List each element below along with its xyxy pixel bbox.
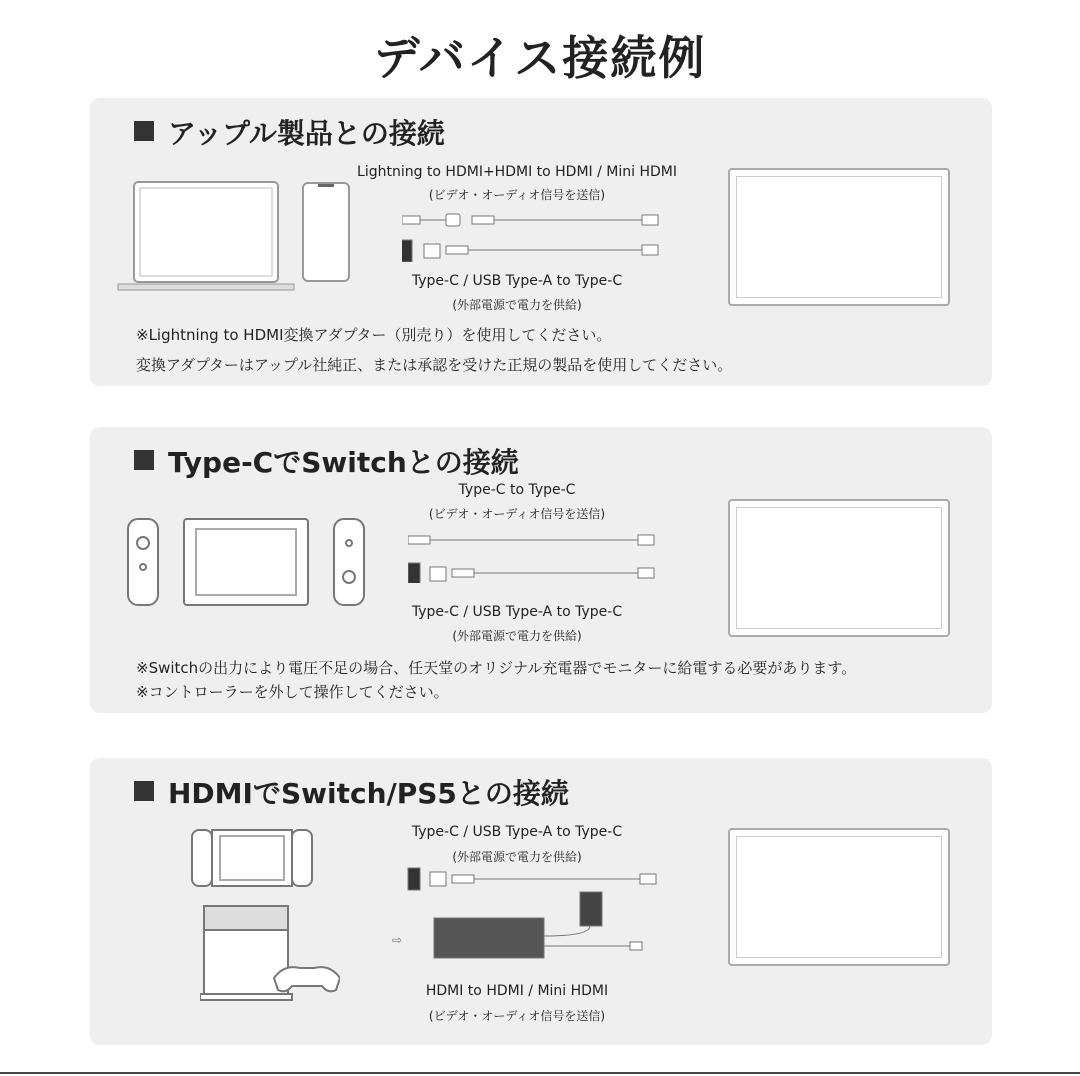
svg-text:⇨: ⇨: [392, 933, 403, 947]
cable1-label: Type-C / USB Type-A to Type-C: [411, 824, 623, 840]
cable1-sub: (ビデオ・オーディオ信号を送信): [428, 507, 606, 521]
section-heading: [134, 112, 445, 152]
hdmi-adapter-cable-icon: [390, 866, 670, 966]
divider: [0, 1072, 1080, 1074]
cable1-label: Type-C to Type-C: [458, 482, 576, 498]
cable1-sub: (ビデオ・オーディオ信号を送信): [428, 188, 606, 202]
section-hdmi-switch-ps5: [90, 758, 992, 1045]
cable-lightning-hdmi-icon: [402, 212, 672, 262]
phone-icon: [302, 182, 350, 282]
monitor-icon: [728, 168, 950, 306]
switch-console-icon: [190, 828, 314, 888]
page-title: デバイス接続例: [373, 31, 707, 85]
note: 変換アダプターはアップル社純正、または承認を受けた正規の製品を使用してください。: [136, 356, 733, 374]
cable2-sub: (外部電源で電力を供給): [452, 629, 582, 643]
cable2-sub: (外部電源で電力を供給): [452, 298, 582, 312]
heading-text: HDMIでSwitch/PS5との接続: [168, 777, 569, 810]
heading-text: アップル製品との接続: [168, 117, 445, 150]
switch-console-icon: [126, 515, 366, 611]
note: ※Switchの出力により電圧不足の場合、任天堂のオリジナル充電器でモニターに給電する必要があります。: [136, 659, 857, 677]
cable2-sub: (ビデオ・オーディオ信号を送信): [428, 1009, 606, 1023]
laptop-icon: [116, 180, 296, 296]
cable2-label: HDMI to HDMI / Mini HDMI: [425, 983, 609, 999]
heading-text: Type-CでSwitchとの接続: [168, 446, 519, 479]
cable-typec-icon: [408, 533, 668, 583]
note: ※コントローラーを外して操作してください。: [136, 683, 449, 701]
cable1-label: Lightning to HDMI+HDMI to HDMI / Mini HDMI: [357, 164, 677, 180]
note: ※Lightning to HDMI変換アダプター（別売り）を使用してください。: [136, 326, 612, 344]
ps-console-icon: [200, 904, 340, 1004]
cable1-sub: (外部電源で電力を供給): [452, 850, 582, 864]
section-switch-typec: [90, 427, 992, 713]
cable2-label: Type-C / USB Type-A to Type-C: [411, 604, 623, 620]
monitor-icon: [728, 828, 950, 966]
section-apple: [90, 98, 992, 386]
section-heading: [134, 441, 519, 481]
cable2-label: Type-C / USB Type-A to Type-C: [411, 273, 623, 289]
section-heading: [134, 772, 569, 812]
monitor-icon: [728, 499, 950, 637]
